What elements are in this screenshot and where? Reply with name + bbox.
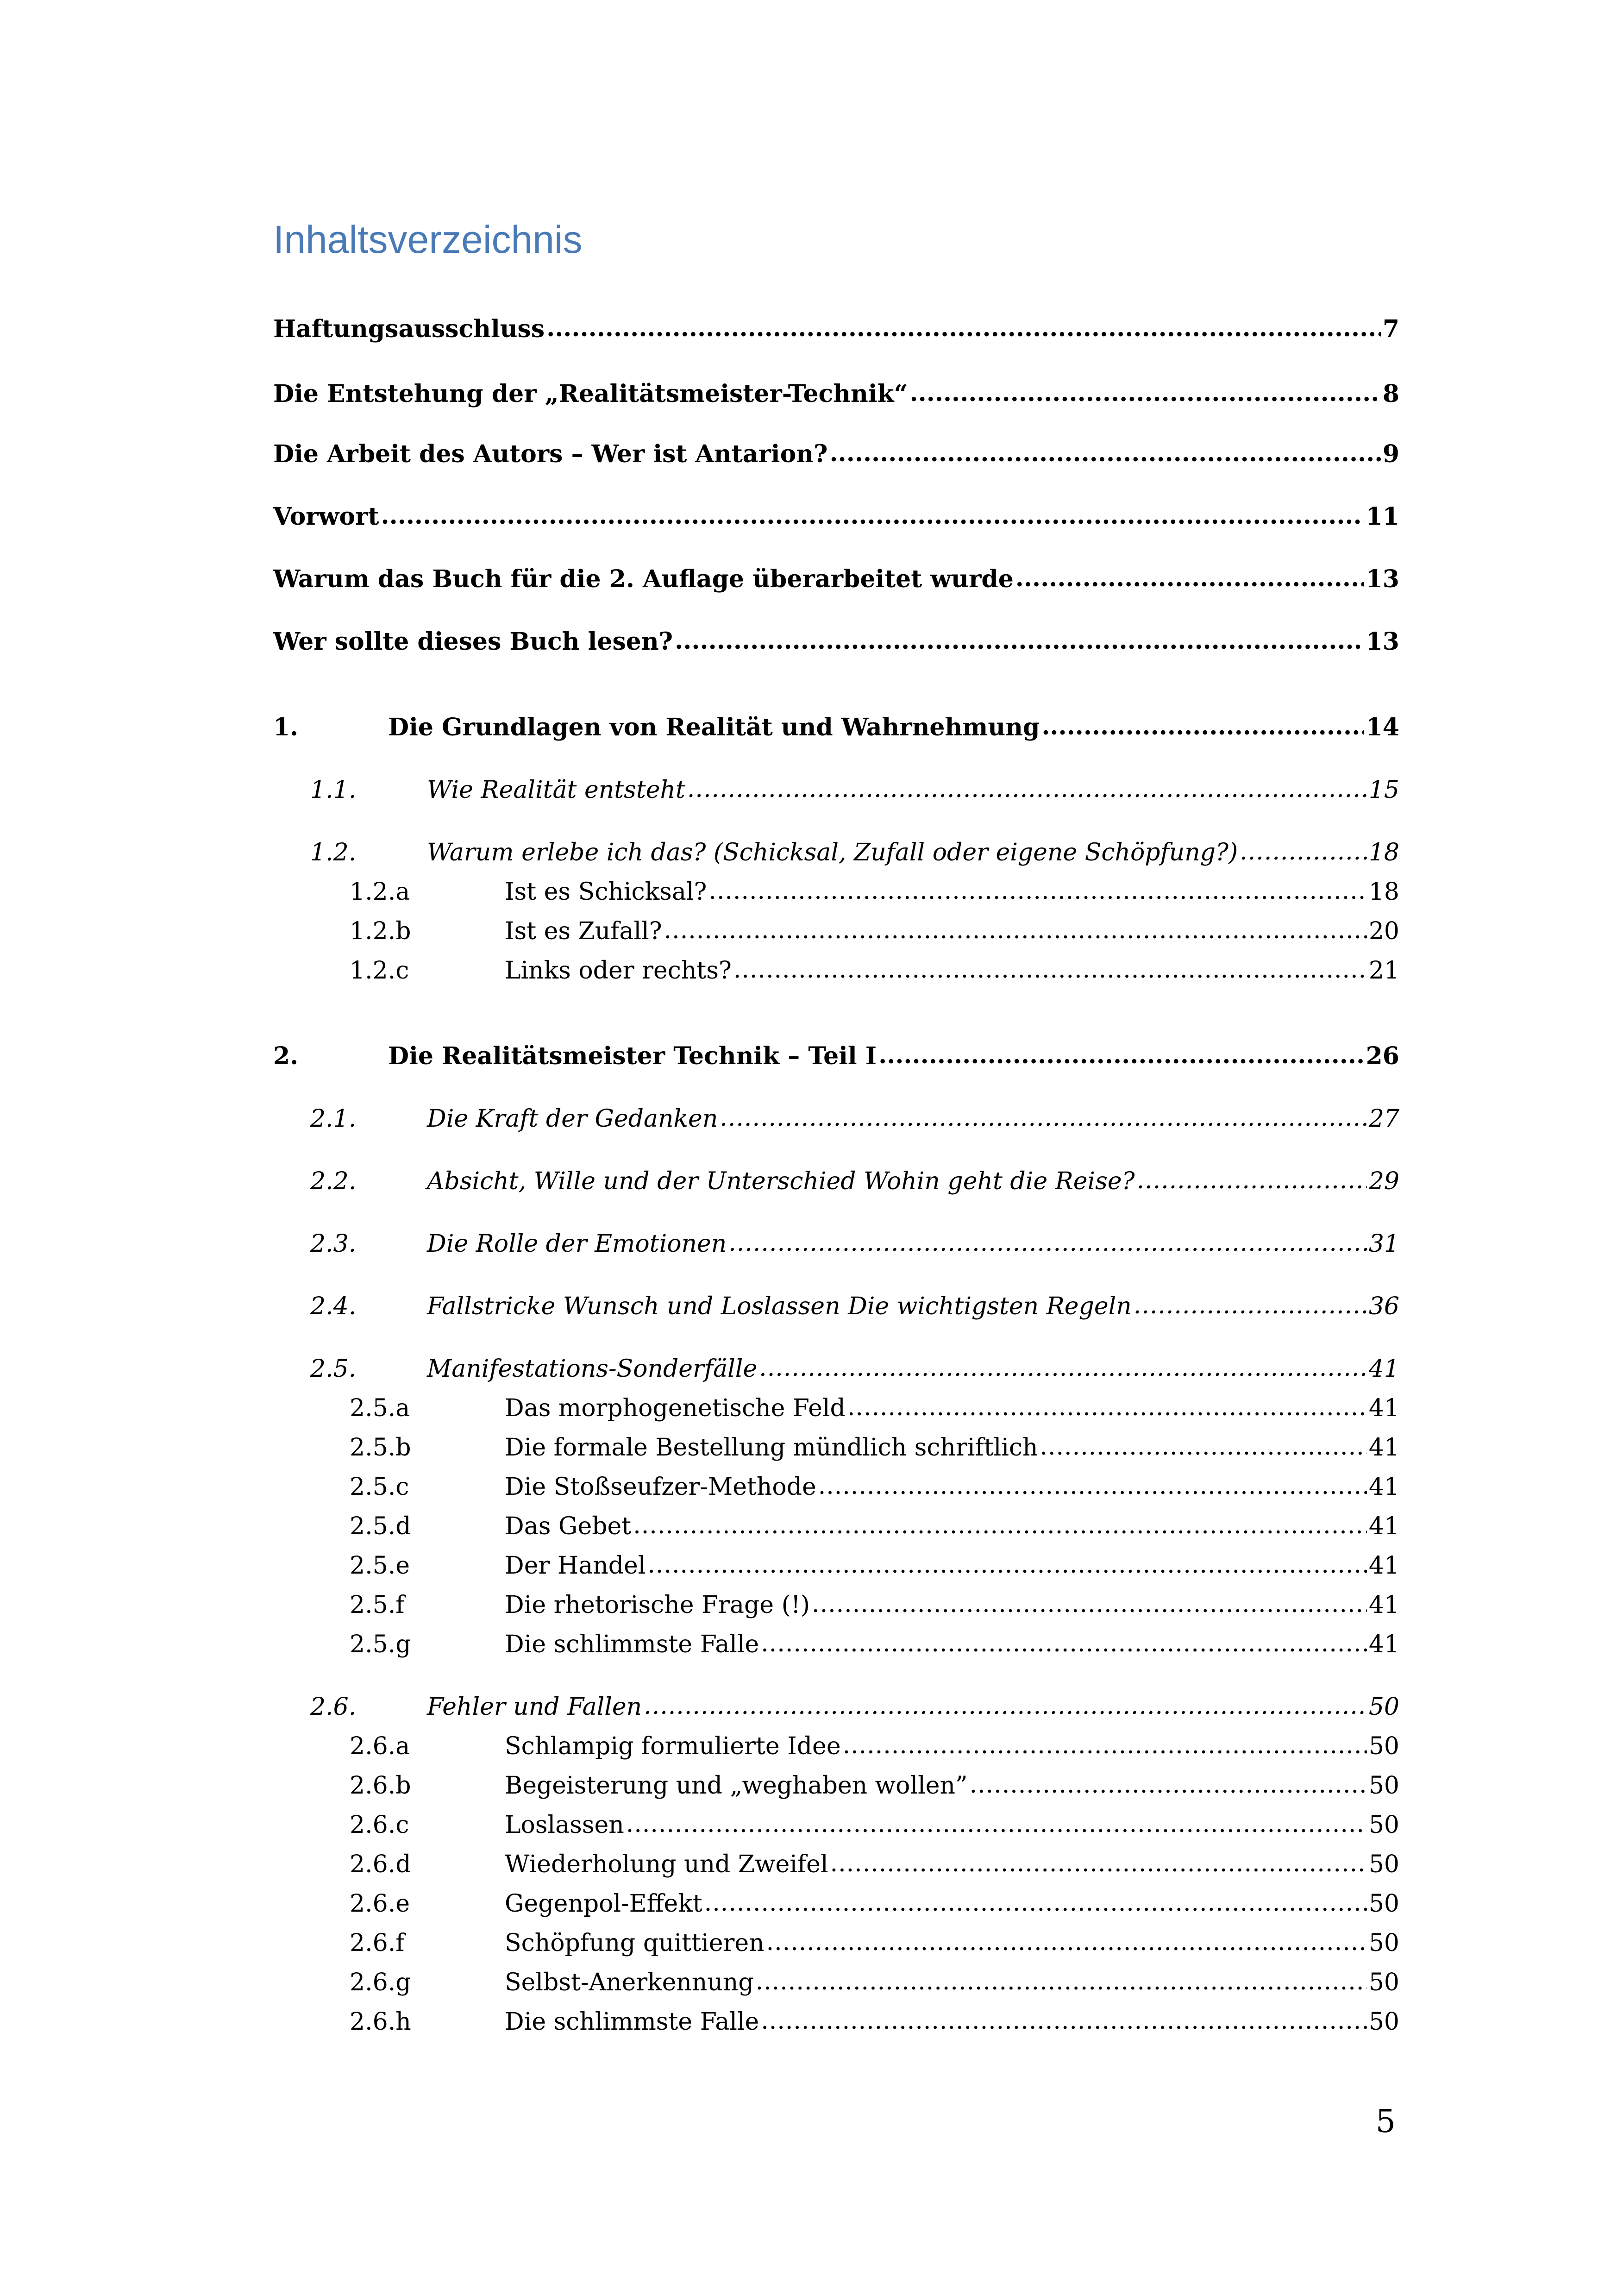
toc-entry-number: 2.6. bbox=[310, 1693, 357, 1721]
dot-leader bbox=[761, 1629, 1367, 1658]
toc-entry-page: 41 bbox=[1368, 1394, 1399, 1422]
toc-entry-page: 41 bbox=[1368, 1473, 1399, 1501]
dot-leader bbox=[970, 1770, 1367, 1799]
toc-entry[interactable] bbox=[310, 1693, 1399, 1721]
dot-leader bbox=[847, 1393, 1367, 1422]
toc-entry-page: 11 bbox=[1366, 502, 1399, 531]
toc-entry-page: 14 bbox=[1366, 713, 1399, 741]
dot-leader bbox=[708, 877, 1366, 905]
toc-entry[interactable] bbox=[350, 2007, 1399, 2036]
toc-entry-page: 9 bbox=[1382, 440, 1399, 468]
dot-leader bbox=[687, 775, 1367, 803]
toc-entry-title: Die Rolle der Emotionen bbox=[427, 1230, 727, 1258]
toc-entry[interactable] bbox=[350, 878, 1399, 906]
toc-entry-number: 2.5.c bbox=[350, 1473, 409, 1501]
toc-entry-page: 29 bbox=[1368, 1167, 1399, 1195]
toc-entry-number: 2.5.d bbox=[350, 1512, 411, 1540]
toc-entry[interactable] bbox=[350, 956, 1399, 985]
toc-entry-number: 2.6.g bbox=[350, 1969, 411, 1996]
toc-entry-title: Fehler und Fallen bbox=[427, 1693, 642, 1721]
dot-leader bbox=[1015, 564, 1364, 593]
toc-entry-page: 27 bbox=[1368, 1105, 1399, 1133]
dot-leader bbox=[704, 1888, 1367, 1917]
toc-entry-page: 50 bbox=[1368, 1811, 1399, 1839]
toc-entry-title: Die schlimmste Falle bbox=[505, 1631, 759, 1658]
toc-entry-page: 50 bbox=[1368, 1969, 1399, 1996]
dot-leader bbox=[766, 1928, 1367, 1957]
toc-entry-page: 13 bbox=[1366, 627, 1399, 656]
toc-entry-number: 2.3. bbox=[310, 1230, 357, 1258]
toc-entry[interactable] bbox=[310, 1167, 1399, 1196]
dot-leader bbox=[812, 1590, 1367, 1618]
toc-entry[interactable] bbox=[350, 1394, 1399, 1423]
toc-entry-number: 2.2. bbox=[310, 1167, 357, 1195]
toc-entry[interactable] bbox=[310, 838, 1399, 867]
toc-entry-title: Schlampig formulierte Idee bbox=[505, 1732, 841, 1760]
toc-entry-page: 26 bbox=[1366, 1042, 1399, 1070]
dot-leader bbox=[1041, 712, 1364, 741]
toc-entry[interactable] bbox=[350, 1771, 1399, 1800]
toc-entry-page: 20 bbox=[1368, 917, 1399, 945]
toc-entry-title: Links oder rechts? bbox=[505, 957, 732, 985]
dot-leader bbox=[759, 1354, 1367, 1382]
toc-entry-title: Begeisterung und „weghaben wollen” bbox=[505, 1772, 968, 1800]
toc-entry-title: Das morphogenetische Feld bbox=[505, 1394, 846, 1422]
toc-entry-number: 1.2. bbox=[310, 839, 357, 866]
toc-entry-number: 2.6.c bbox=[350, 1811, 409, 1839]
dot-leader bbox=[756, 1967, 1367, 1996]
toc-entry-title: Manifestations-Sonderfälle bbox=[427, 1355, 758, 1383]
toc-entry-title: Die Entstehung der „Realitätsmeister-Technik“ bbox=[273, 380, 908, 408]
dot-leader bbox=[644, 1692, 1367, 1720]
toc-entry-title: Vorwort bbox=[273, 502, 379, 531]
toc-entry-page: 41 bbox=[1368, 1552, 1399, 1580]
toc-entry-page: 41 bbox=[1368, 1512, 1399, 1540]
toc-entry-title: Die Stoßseufzer-Methode bbox=[505, 1473, 816, 1501]
toc-entry[interactable] bbox=[273, 713, 1399, 742]
toc-entry-title: Absicht, Wille und der Unterschied Wohin geht die Reise? bbox=[427, 1167, 1135, 1195]
toc-entry-page: 50 bbox=[1368, 1890, 1399, 1918]
toc-entry-title: Selbst-Anerkennung bbox=[505, 1969, 754, 1996]
dot-leader bbox=[878, 1041, 1364, 1070]
toc-entry-page: 41 bbox=[1368, 1631, 1399, 1658]
toc-entry-number: 2.6.d bbox=[350, 1851, 411, 1878]
toc-entry-page: 50 bbox=[1368, 1772, 1399, 1800]
dot-leader bbox=[720, 1104, 1367, 1132]
page-title: Inhaltsverzeichnis bbox=[273, 218, 583, 261]
toc-entry[interactable] bbox=[273, 627, 1399, 656]
dot-leader bbox=[830, 1849, 1367, 1878]
toc-entry-number: 2. bbox=[273, 1042, 299, 1070]
dot-leader bbox=[664, 916, 1367, 945]
toc-entry-title: Die rhetorische Frage (!) bbox=[505, 1591, 810, 1619]
toc-entry-title: Loslassen bbox=[505, 1811, 624, 1839]
toc-entry-title: Gegenpol-Effekt bbox=[505, 1890, 702, 1918]
toc-entry-title: Die Kraft der Gedanken bbox=[427, 1105, 718, 1133]
toc-entry-page: 50 bbox=[1368, 1732, 1399, 1760]
toc-entry[interactable] bbox=[350, 1630, 1399, 1659]
toc-entry-number: 2.6.a bbox=[350, 1732, 410, 1760]
toc-entry-number: 2.6.b bbox=[350, 1772, 411, 1800]
toc-entry[interactable] bbox=[350, 1473, 1399, 1501]
toc-entry[interactable] bbox=[350, 1889, 1399, 1918]
toc-entry-page: 41 bbox=[1368, 1355, 1399, 1383]
toc-entry-number: 1.2.a bbox=[350, 878, 410, 906]
toc-entry-title: Ist es Schicksal? bbox=[505, 878, 707, 906]
toc-entry[interactable] bbox=[273, 380, 1399, 408]
dot-leader bbox=[1040, 1432, 1366, 1461]
dot-leader bbox=[546, 314, 1381, 343]
toc-entry[interactable] bbox=[350, 1968, 1399, 1997]
dot-leader bbox=[761, 2007, 1367, 2035]
toc-entry-page: 18 bbox=[1368, 878, 1399, 906]
toc-entry[interactable] bbox=[273, 565, 1399, 594]
toc-entry-page: 50 bbox=[1368, 2008, 1399, 2036]
toc-entry-title: Ist es Zufall? bbox=[505, 917, 662, 945]
toc-entry-page: 50 bbox=[1368, 1929, 1399, 1957]
toc-entry-title: Die Realitätsmeister Technik – Teil I bbox=[388, 1042, 877, 1070]
toc-entry-page: 13 bbox=[1366, 565, 1399, 593]
toc-entry-title: Fallstricke Wunsch und Loslassen Die wichtigsten Regeln bbox=[427, 1292, 1132, 1320]
toc-entry-number: 1.2.c bbox=[350, 957, 409, 985]
toc-entry-number: 2.6.e bbox=[350, 1890, 410, 1918]
toc-entry-title: Die schlimmste Falle bbox=[505, 2008, 759, 2036]
toc-entry-title: Schöpfung quittieren bbox=[505, 1929, 765, 1957]
dot-leader bbox=[733, 955, 1367, 984]
toc-entry-title: Der Handel bbox=[505, 1552, 646, 1580]
toc-entry[interactable] bbox=[350, 1512, 1399, 1541]
toc-entry-number: 2.5.g bbox=[350, 1631, 411, 1658]
toc-entry[interactable] bbox=[350, 1433, 1399, 1462]
dot-leader bbox=[675, 627, 1364, 655]
toc-entry-page: 50 bbox=[1368, 1693, 1399, 1721]
toc-entry-number: 2.6.h bbox=[350, 2008, 411, 2036]
toc-entry-number: 2.5.e bbox=[350, 1552, 410, 1580]
toc-entry[interactable] bbox=[310, 1230, 1399, 1258]
toc-entry-page: 21 bbox=[1368, 957, 1399, 985]
dot-leader bbox=[830, 439, 1381, 468]
toc-entry-page: 7 bbox=[1382, 315, 1399, 343]
toc-entry-page: 8 bbox=[1382, 380, 1399, 408]
page-number: 5 bbox=[1375, 2103, 1396, 2140]
toc-entry[interactable] bbox=[350, 917, 1399, 946]
toc-entry-number: 1.2.b bbox=[350, 917, 411, 945]
toc-entry-page: 31 bbox=[1368, 1230, 1399, 1258]
toc-entry[interactable] bbox=[310, 1355, 1399, 1383]
toc-entry[interactable] bbox=[310, 1104, 1399, 1133]
dot-leader bbox=[843, 1731, 1367, 1760]
dot-leader bbox=[818, 1472, 1367, 1500]
toc-entry-title: Wer sollte dieses Buch lesen? bbox=[273, 627, 673, 656]
toc-entry[interactable] bbox=[273, 1042, 1399, 1071]
toc-entry[interactable] bbox=[273, 315, 1399, 344]
toc-entry-number: 1. bbox=[273, 713, 299, 741]
toc-entry[interactable] bbox=[350, 1850, 1399, 1879]
toc-entry[interactable] bbox=[273, 440, 1399, 469]
toc-entry-number: 2.1. bbox=[310, 1105, 357, 1133]
toc-entry[interactable] bbox=[273, 502, 1399, 531]
toc-entry[interactable] bbox=[310, 1292, 1399, 1321]
toc-entry-title: Haftungsausschluss bbox=[273, 315, 545, 343]
toc-entry[interactable] bbox=[350, 1591, 1399, 1619]
toc-entry-title: Warum erlebe ich das? (Schicksal, Zufall oder eigene Schöpfung?) bbox=[427, 839, 1238, 866]
toc-entry-number: 1.1. bbox=[310, 776, 357, 804]
toc-entry[interactable] bbox=[350, 1929, 1399, 1957]
toc-entry-title: Die formale Bestellung mündlich schriftlich bbox=[505, 1434, 1038, 1462]
dot-leader bbox=[1240, 837, 1367, 866]
toc-entry-title: Wiederholung und Zweifel bbox=[505, 1851, 828, 1878]
toc-entry[interactable] bbox=[350, 1811, 1399, 1839]
toc-entry-page: 41 bbox=[1368, 1591, 1399, 1619]
dot-leader bbox=[647, 1550, 1366, 1579]
toc-entry-number: 2.5. bbox=[310, 1355, 357, 1383]
dot-leader bbox=[1137, 1166, 1367, 1195]
toc-entry-title: Das Gebet bbox=[505, 1512, 632, 1540]
toc-entry-page: 36 bbox=[1368, 1292, 1399, 1320]
toc-entry-title: Die Arbeit des Autors – Wer ist Antarion? bbox=[273, 440, 828, 468]
toc-entry[interactable] bbox=[350, 1732, 1399, 1761]
toc-entry-number: 2.6.f bbox=[350, 1929, 405, 1957]
toc-entry-number: 2.4. bbox=[310, 1292, 357, 1320]
dot-leader bbox=[728, 1229, 1367, 1257]
toc-entry-page: 15 bbox=[1368, 776, 1399, 804]
dot-leader bbox=[633, 1511, 1367, 1540]
toc-entry-page: 41 bbox=[1368, 1434, 1399, 1462]
toc-entry-page: 50 bbox=[1368, 1851, 1399, 1878]
toc-entry-title: Wie Realität entsteht bbox=[427, 776, 685, 804]
toc-entry[interactable] bbox=[310, 776, 1399, 804]
dot-leader bbox=[1134, 1291, 1367, 1320]
toc-entry-number: 2.5.a bbox=[350, 1394, 410, 1422]
toc-entry-title: Die Grundlagen von Realität und Wahrnehmung bbox=[388, 713, 1040, 741]
dot-leader bbox=[381, 502, 1364, 530]
dot-leader bbox=[626, 1810, 1367, 1838]
toc-entry-title: Warum das Buch für die 2. Auflage überarbeitet wurde bbox=[273, 565, 1014, 593]
toc-entry-number: 2.5.f bbox=[350, 1591, 405, 1619]
toc-entry[interactable] bbox=[350, 1551, 1399, 1580]
dot-leader bbox=[910, 379, 1381, 408]
toc-entry-page: 18 bbox=[1368, 839, 1399, 866]
toc-entry-number: 2.5.b bbox=[350, 1434, 411, 1462]
